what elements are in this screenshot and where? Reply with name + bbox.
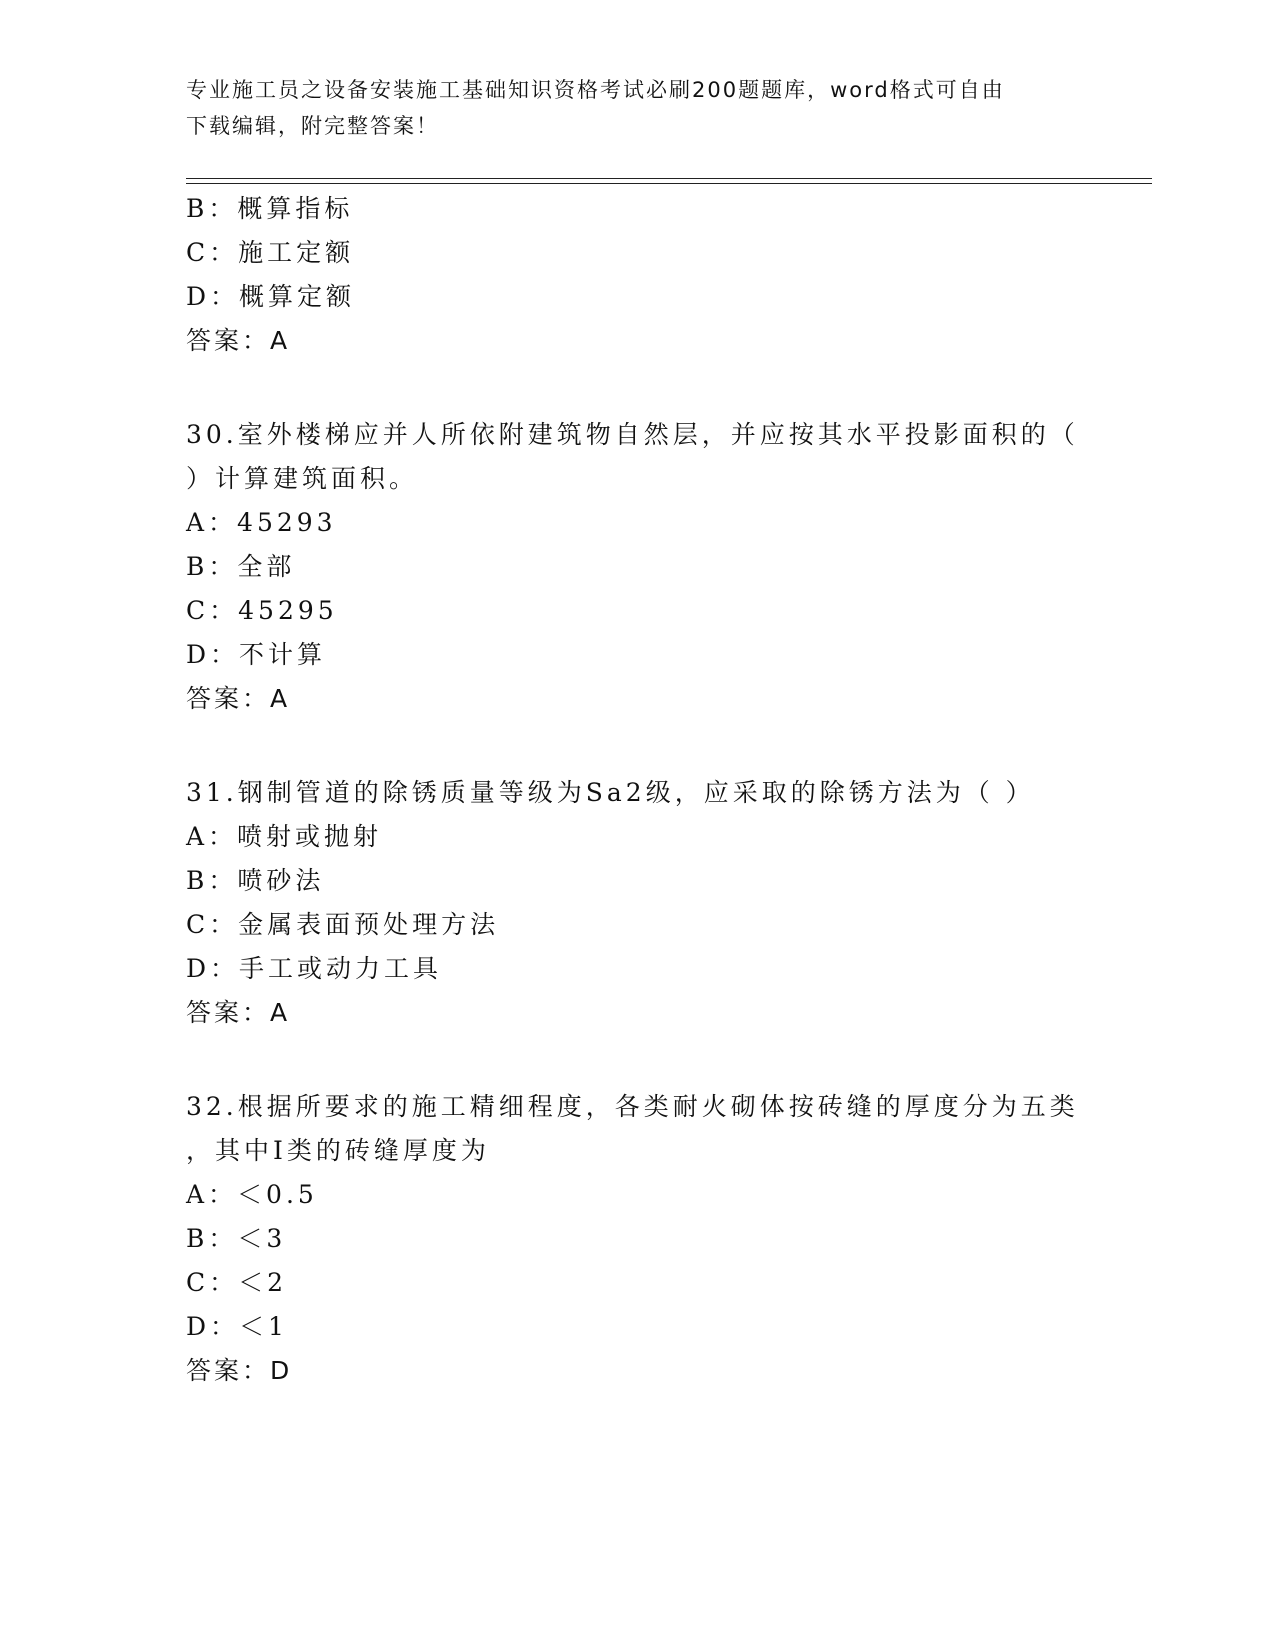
q30-answer: 答案：A <box>186 684 291 713</box>
q32-option-d: D：＜1 <box>186 1312 288 1341</box>
q32-answer: 答案：D <box>186 1356 293 1385</box>
q30-option-b: B：全部 <box>186 552 296 581</box>
header-title-line-2: 下载编辑，附完整答案！ <box>186 114 439 138</box>
q31-stem-line-1: 31.钢制管道的除锈质量等级为Sa2级，应采取的除锈方法为（ ） <box>186 778 1035 807</box>
q29-option-b: B：概算指标 <box>186 194 354 223</box>
document-header <box>186 72 1066 144</box>
q31-option-a: A：喷射或抛射 <box>186 822 383 851</box>
header-divider-bottom <box>186 183 1152 184</box>
q31-option-d: D：手工或动力工具 <box>186 954 443 983</box>
q30-option-c: C：45295 <box>186 596 338 625</box>
q30-stem-line-2: ）计算建筑面积。 <box>186 464 419 493</box>
q31-option-b: B：喷砂法 <box>186 866 325 895</box>
q32-option-c: C：＜2 <box>186 1268 288 1297</box>
q30-stem-line-1: 30.室外楼梯应并人所依附建筑物自然层，并应按其水平投影面积的（ <box>186 420 1079 449</box>
q30-option-d: D：不计算 <box>186 640 327 669</box>
q29-option-d: D：概算定额 <box>186 282 356 311</box>
q32-stem-line-2: ，其中Ⅰ类的砖缝厚度为 <box>186 1136 490 1165</box>
q32-stem-line-1: 32.根据所要求的施工精细程度，各类耐火砌体按砖缝的厚度分为五类 <box>186 1092 1079 1121</box>
header-title-line-1: 专业施工员之设备安装施工基础知识资格考试必刷200题题库，word格式可自由 <box>186 78 1005 102</box>
q31-option-c: C：金属表面预处理方法 <box>186 910 500 939</box>
q29-answer: 答案：A <box>186 326 291 355</box>
header-divider-top <box>186 178 1152 179</box>
q30-option-a: A：45293 <box>186 508 337 537</box>
q31-answer: 答案：A <box>186 998 291 1027</box>
q29-option-c: C：施工定额 <box>186 238 355 267</box>
q32-option-b: B：＜3 <box>186 1224 287 1253</box>
q32-option-a: A：＜0.5 <box>186 1180 318 1209</box>
